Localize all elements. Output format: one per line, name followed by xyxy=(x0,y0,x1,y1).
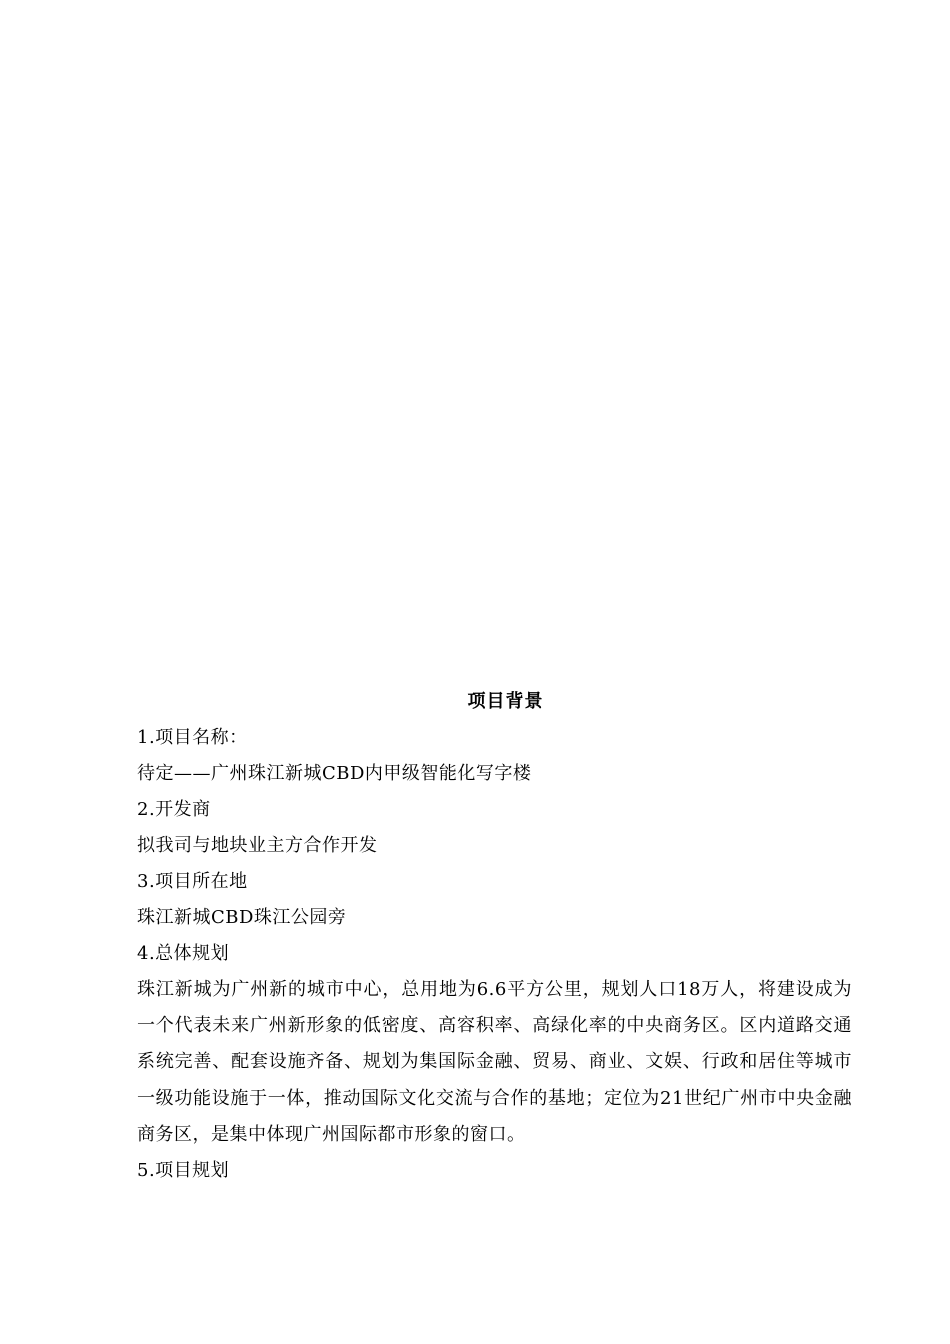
item-heading-location: 3.项目所在地 xyxy=(137,871,248,892)
item-heading-project-plan: 5.项目规划 xyxy=(137,1160,230,1182)
document-body xyxy=(137,684,852,1189)
item-value-developer: 拟我司与地块业主方合作开发 xyxy=(137,835,378,856)
item-heading-project-name: 1.项目名称： xyxy=(137,727,248,748)
master-plan-paragraph: 珠江新城为广州新的城市中心，总用地为6.6平方公里，规划人口18万人，将建设成为一个代表未来广州新形象的低密度、高容积率、高绿化率的中央商务区。区内道路交通系统完善、配套设施齐备、规划为集国际金融、贸易、商业、文娱、行政和居住等城市一级功能设施于一体，推动国际文化交流与合作的基地；定位为21世纪广州市中央金融商务区，是集中体现广州国际都市形象的窗口。 xyxy=(137,979,852,1145)
section-title: 项目背景 xyxy=(467,691,544,712)
item-value-location: 珠江新城CBD珠江公园旁 xyxy=(137,907,347,928)
item-value-project-name: 待定——广州珠江新城CBD内甲级智能化写字楼 xyxy=(137,763,532,784)
item-heading-master-plan: 4.总体规划 xyxy=(137,943,230,964)
item-heading-developer: 2.开发商 xyxy=(137,799,211,820)
